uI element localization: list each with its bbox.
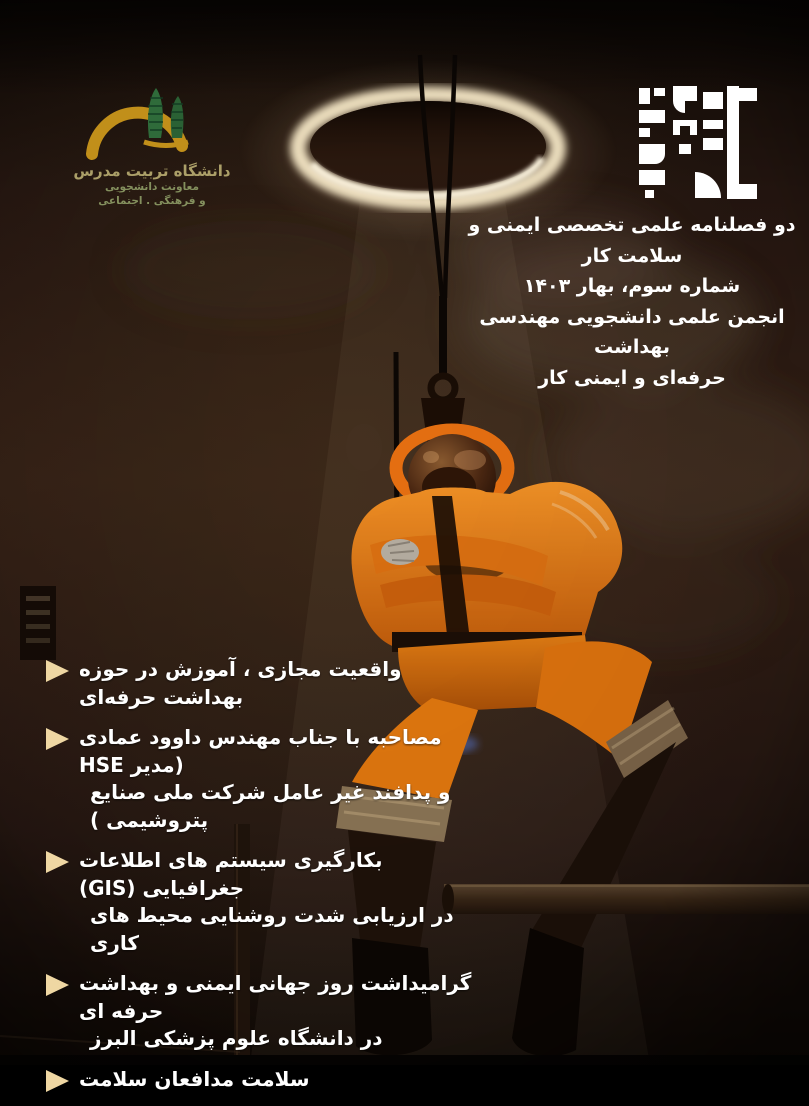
toc-item [46,1066,476,1094]
toc-item-text: گرامیداشت روز جهانی ایمنی و بهداشت حرفه ای در دانشگاه علوم پزشکی البرز [79,971,472,1050]
university-department-line1: معاونت دانشجویی [105,181,199,193]
bullet-triangle-icon [46,851,69,873]
journal-association-line1: انجمن علمی دانشجویی مهندسی بهداشت [479,305,785,358]
toc-item-text: مصاحبه با جناب مهندس داوود عمادی (مدیر HSE و پدافند غیر عامل شرکت ملی صنایع پتروشیمی ) [79,725,451,832]
university-logo-mark [66,82,216,160]
toc-item-text: واقعیت مجازی ، آموزش در حوزه بهداشت حرفه‌ای [79,657,402,709]
toc-item [46,724,476,834]
journal-header [462,210,802,393]
toc-item [46,847,476,957]
journal-association-line2: حرفه‌ای و ایمنی کار [538,366,726,389]
table-of-contents [46,656,476,1106]
toc-item-text: سلامت مدافعان سلامت [79,1066,310,1091]
bullet-triangle-icon [46,1070,69,1092]
bullet-triangle-icon [46,728,69,750]
journal-title-line: دو فصلنامه علمی تخصصی ایمنی و سلامت کار [468,214,796,267]
university-department-line2: و فرهنگی . اجتماعی [98,195,206,207]
cypress-trees [148,88,183,138]
bullet-triangle-icon [46,974,69,996]
toc-item [46,656,476,711]
journal-issue-line: شماره سوم، بهار ۱۴۰۳ [523,275,741,297]
journal-kufic-emblem [633,86,763,204]
university-logo-block [66,82,238,208]
toc-item [46,970,476,1053]
toc-item-text: بکارگیری سیستم های اطلاعات جغرافیایی (GIS) در ارزیابی شدت روشنایی محیط های کاری [79,848,454,955]
university-name: دانشگاه تربیت مدرس [73,162,231,180]
bullet-triangle-icon [46,660,69,682]
